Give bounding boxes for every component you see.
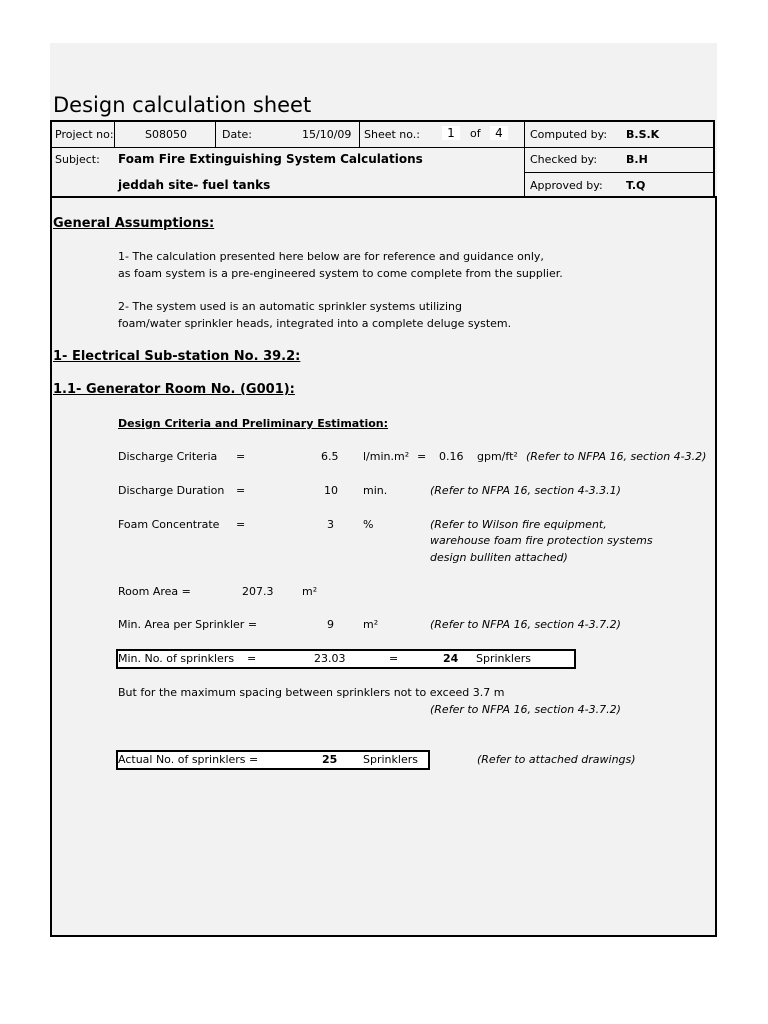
subject-line-1: Foam Fire Extinguishing System Calculations (118, 152, 423, 166)
discharge-duration-label: Discharge Duration (118, 484, 225, 497)
header-divider (215, 120, 216, 147)
assumption-1-line-1: 1- The calculation presented here below are for reference and guidance only, (118, 250, 544, 263)
discharge-duration-value: 10 (324, 484, 338, 497)
project-number: S08050 (145, 128, 187, 141)
assumption-2-line-2: foam/water sprinkler heads, integrated into a complete deluge system. (118, 317, 512, 330)
foam-concentrate-equals: = (236, 518, 246, 531)
room-area-value: 207.3 (242, 585, 274, 598)
min-sprinklers-equals: = (247, 652, 257, 665)
min-sprinklers-unit: Sprinklers (476, 652, 531, 665)
header-divider (114, 120, 115, 147)
approved-label: Approved by: (530, 179, 603, 192)
discharge-criteria-label: Discharge Criteria (118, 450, 218, 463)
discharge-criteria-value-2: 0.16 (439, 450, 464, 463)
header-divider (50, 147, 715, 148)
sheet-total: 4 (490, 126, 508, 140)
page-title: Design calculation sheet (53, 93, 312, 117)
subject-label: Subject: (55, 153, 100, 166)
sheet-of: of (470, 127, 481, 140)
min-sprinklers-value: 23.03 (314, 652, 346, 665)
room-area-unit: m² (302, 585, 318, 598)
actual-sprinklers-reference: (Refer to attached drawings) (477, 753, 636, 766)
foam-concentrate-unit: % (363, 518, 374, 531)
foam-concentrate-label: Foam Concentrate (118, 518, 220, 531)
spacing-note: But for the maximum spacing between sprinklers not to exceed 3.7 m (118, 686, 505, 699)
foam-concentrate-reference-line-2: warehouse foam fire protection systems (430, 534, 653, 547)
actual-sprinklers-value: 25 (322, 753, 338, 766)
project-label: Project no: (55, 128, 114, 141)
sheet-number: 1 (442, 126, 460, 140)
min-sprinklers-label: Min. No. of sprinklers (118, 652, 235, 665)
sheet-label: Sheet no.: (364, 128, 421, 141)
criteria-heading: Design Criteria and Preliminary Estimation: (118, 417, 389, 430)
discharge-criteria-value: 6.5 (321, 450, 339, 463)
discharge-criteria-unit: l/min.m² (363, 450, 410, 463)
actual-sprinklers-label: Actual No. of sprinklers = (118, 753, 259, 766)
subject-line-2: jeddah site- fuel tanks (118, 178, 271, 192)
discharge-criteria-equals-2: = (417, 450, 427, 463)
assumptions-heading: General Assumptions: (53, 216, 215, 231)
foam-concentrate-reference-line-1: (Refer to Wilson fire equipment, (430, 518, 607, 531)
checked-label: Checked by: (530, 153, 598, 166)
discharge-duration-equals: = (236, 484, 246, 497)
date-label: Date: (222, 128, 252, 141)
assumption-1-line-2: as foam system is a pre-engineered system to come complete from the supplier. (118, 267, 563, 280)
discharge-duration-reference: (Refer to NFPA 16, section 4-3.3.1) (430, 484, 621, 497)
header-divider (524, 120, 525, 198)
min-area-value: 9 (327, 618, 334, 631)
computed-label: Computed by: (530, 128, 608, 141)
spacing-reference: (Refer to NFPA 16, section 4-3.7.2) (430, 703, 621, 716)
min-sprinklers-equals-2: = (389, 652, 399, 665)
discharge-criteria-unit-2: gpm/ft² (477, 450, 518, 463)
min-area-reference: (Refer to NFPA 16, section 4-3.7.2) (430, 618, 621, 631)
room-area-label: Room Area = (118, 585, 191, 598)
foam-concentrate-value: 3 (327, 518, 334, 531)
min-area-unit: m² (363, 618, 379, 631)
actual-sprinklers-unit: Sprinklers (363, 753, 418, 766)
checked-value: B.H (626, 153, 648, 166)
min-sprinklers-rounded: 24 (443, 652, 459, 665)
foam-concentrate-reference-line-3: design bulliten attached) (430, 551, 568, 564)
min-area-label: Min. Area per Sprinkler = (118, 618, 258, 631)
computed-value: B.S.K (626, 128, 660, 141)
date-value: 15/10/09 (302, 128, 352, 141)
discharge-criteria-equals: = (236, 450, 246, 463)
section-1-1-heading: 1.1- Generator Room No. (G001): (53, 382, 295, 397)
header-divider (524, 172, 715, 173)
assumption-2-line-1: 2- The system used is an automatic sprinkler systems utilizing (118, 300, 462, 313)
discharge-duration-unit: min. (363, 484, 388, 497)
section-1-heading: 1- Electrical Sub-station No. 39.2: (53, 349, 301, 364)
header-divider (359, 120, 360, 147)
discharge-criteria-reference: (Refer to NFPA 16, section 4-3.2) (526, 450, 707, 463)
approved-value: T.Q (626, 179, 646, 192)
